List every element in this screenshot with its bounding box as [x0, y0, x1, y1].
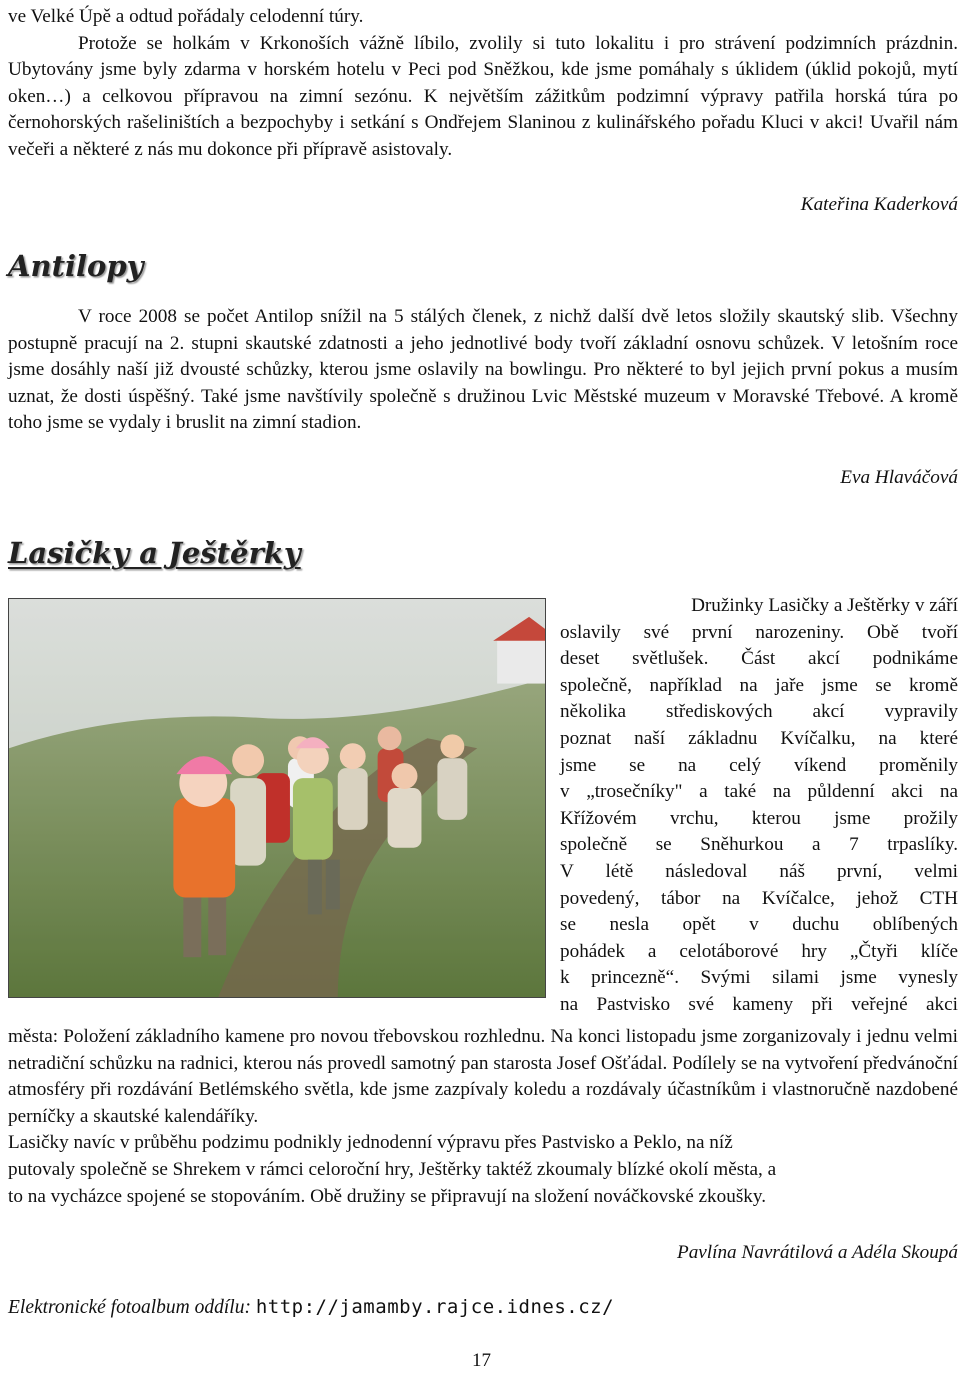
section-heading: Antilopy: [8, 249, 144, 283]
photo-album-link-line: [8, 1294, 958, 1322]
text-line: k princezně“. Svými silami jsme vynesly: [560, 967, 958, 989]
group-of-children-hiking-photo: [8, 598, 546, 998]
paragraph-line: putovaly společně se Shrekem v rámci celoroční hry, Ještěrky taktéž zkoumaly blízké okolí města, a: [8, 1158, 777, 1180]
side-column-text: [560, 593, 958, 1019]
text-line: poznat naší základnu Kvíčalku, na které: [560, 727, 958, 749]
paragraph-line: Lasičky navíc v průběhu podzimu podnikly jednodenní výpravu přes Pastvisko a Peklo, na níž: [8, 1132, 733, 1154]
section-kaderkova: [8, 4, 958, 164]
author-signature: Kateřina Kaderková: [800, 194, 958, 215]
album-url-link[interactable]: http://jamamby.rajce.idnes.cz/: [255, 1296, 615, 1318]
paragraph-line: ve Velké Úpě a odtud pořádaly celodenní túry.: [8, 6, 364, 27]
text-line: Křížovém vrchu, kterou jsme prožily: [560, 807, 958, 829]
text-line: oslavily své první narozeniny. Obě tvoří: [560, 621, 958, 643]
album-label: Elektronické fotoalbum oddílu:: [8, 1297, 251, 1318]
section-heading: Lasičky a Ještěrky: [8, 536, 301, 570]
section-antilopy: [8, 304, 958, 437]
text-line: několika střediskových akcí vypravily: [560, 701, 958, 723]
author-signature: Pavlína Navrátilová a Adéla Skoupá: [676, 1242, 958, 1263]
author-signature: Eva Hlaváčová: [840, 467, 958, 488]
text-line: na Pastvisko své kameny při veřejné akci: [560, 993, 958, 1015]
paragraph: města: Položení základního kamene pro novou třebovskou rozhlednu. Na konci listopadu jsme zorganizovaly i jednu velmi netradiční schůzku na radnici, kterou nás provedl samotný pan starosta Josef Ošťádal. Podílely se na vytvoření předvánoční atmosféry při rozdávání Betlémského světla, kde jsme zazpívaly koledu a rozdávaly účastníkům i vlastnoručně nazdobené perníčky a skautské kalendáříky.: [8, 1026, 958, 1127]
paragraph-line: to na vycházce spojené se stopováním. Obě družiny se připravují na složení nováčkovské zkoušky.: [8, 1185, 767, 1207]
text-line: jsme se na celý víkend proměnily: [560, 754, 958, 776]
text-line: pohádek a celotáborové hry „Čtyři klíče: [560, 940, 958, 962]
section-lasicky-continuation: [8, 1024, 958, 1210]
text-line: společně, například na jaře jsme se kromě: [560, 674, 958, 696]
page-number: 17: [472, 1350, 491, 1371]
text-line: deset světlušek. Část akcí podnikáme: [560, 648, 958, 670]
text-line: se nesla opět v duchu oblíbených: [560, 914, 958, 936]
text-line: V létě následoval náš první, velmi: [560, 860, 958, 882]
text-line: povedený, tábor na Kvíčalce, jehož CTH: [560, 887, 958, 909]
text-line: v „trosečníky" a také na půldenní akci na: [560, 781, 958, 803]
paragraph: V roce 2008 se počet Antilop snížil na 5 stálých členek, z nichž další dvě letos složily skautský slib. Všechny postupně pracují na 2. stupni skautské zdatnosti a jeho jednotlivé body tvoří základní osnovu schůzek. V letošním roce jsme dosáhly naší již dvousté schůzky, kterou jsme oslavily na bowlingu. Pro některé to byl jejich první pokus a musím uznat, že dosti úspěšný. Také jsme navštívily společně s družinou Lvic Městské muzeum v Moravské Třebové. A kromě toho jsme se vydaly i bruslit na zimní stadion.: [8, 306, 958, 434]
text-line: společně se Sněhurkou a 7 trpaslíky.: [560, 834, 958, 856]
paragraph: Protože se holkám v Krkonoších vážně líbilo, zvolily si tuto lokalitu i pro strávení podzimních prázdnin. Ubytovány jsme byly zdarma v horském hotelu v Peci pod Sněžkou, kde jsme pomáhaly s úklidem (úklid pokojů, mytí oken…) a celkovou přípravou na zimní sezónu. K největším zážitkům podzimní výpravy patřila horská túra po černohorských rašeliništích a bezpochyby i setkání s Ondřejem Slaninou z kulinářského pořadu Kluci v akci! Uvařil nám večeři a některé z nás mu dokonce při přípravě asistovaly.: [8, 32, 958, 160]
text-line: Družinky Lasičky a Ještěrky v září: [691, 595, 958, 616]
